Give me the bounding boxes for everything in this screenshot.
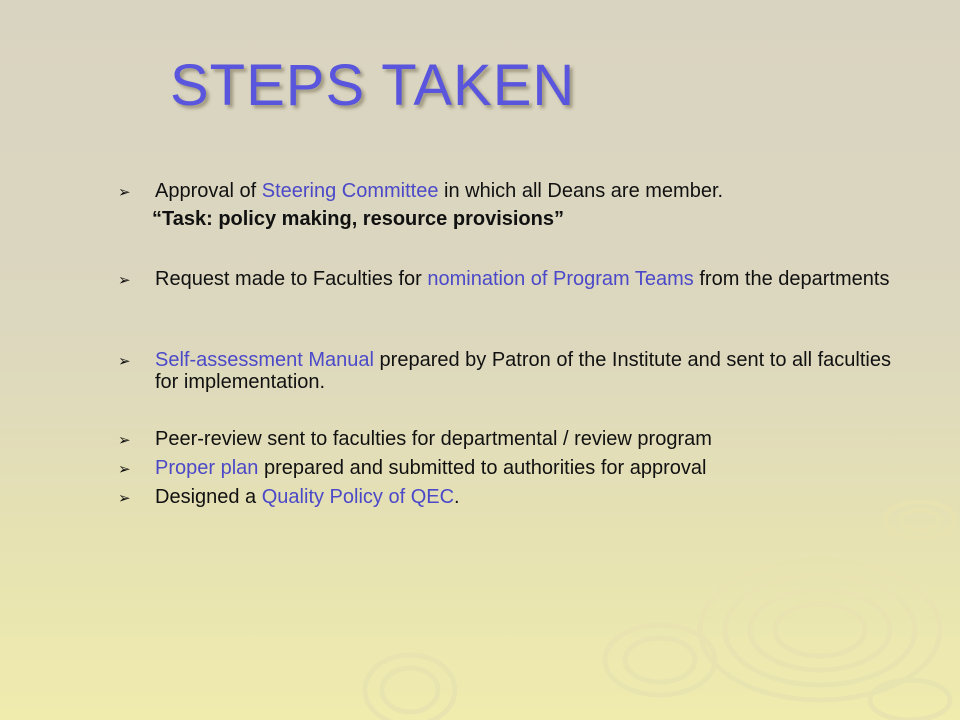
slide-title: STEPS TAKEN (170, 53, 576, 118)
bullet-text: prepared and submitted to authorities for approval (258, 457, 707, 479)
bullet-highlight: Proper plan (155, 457, 259, 479)
arrow-bullet-icon: ➢ (118, 184, 131, 201)
arrow-bullet-icon: ➢ (118, 490, 131, 507)
bullet-text: Request made to Faculties for (155, 268, 428, 290)
bullet-text: Designed a (155, 486, 262, 508)
bullet-text: . (454, 486, 460, 508)
bullet-item (118, 268, 915, 290)
bullet-text: Approval of (155, 180, 262, 202)
bullet-item (118, 180, 915, 202)
arrow-bullet-icon: ➢ (118, 432, 131, 449)
arrow-bullet-icon: ➢ (118, 272, 131, 289)
bullet-item (118, 349, 915, 393)
bullet-text: prepared by Patron of the Institute and sent to all faculties for implementation. (155, 349, 891, 393)
arrow-bullet-icon: ➢ (118, 353, 131, 370)
bullet-text: from the departments (693, 268, 890, 290)
bullet-highlight: Self-assessment Manual (155, 349, 374, 371)
bullet-item (118, 486, 915, 508)
bullet-item (118, 457, 915, 479)
task-line: “Task: policy making, resource provisions” (152, 208, 564, 230)
bullet-highlight: Steering Committee (261, 180, 439, 202)
bullet-highlight: Quality Policy of QEC (261, 486, 455, 508)
bullet-text: Peer-review sent to faculties for departmental / review program (155, 428, 712, 450)
arrow-bullet-icon: ➢ (118, 461, 131, 478)
bullet-text: in which all Deans are member. (438, 180, 724, 202)
bullet-highlight: nomination of Program Teams (427, 268, 694, 290)
bullet-item (118, 428, 915, 450)
